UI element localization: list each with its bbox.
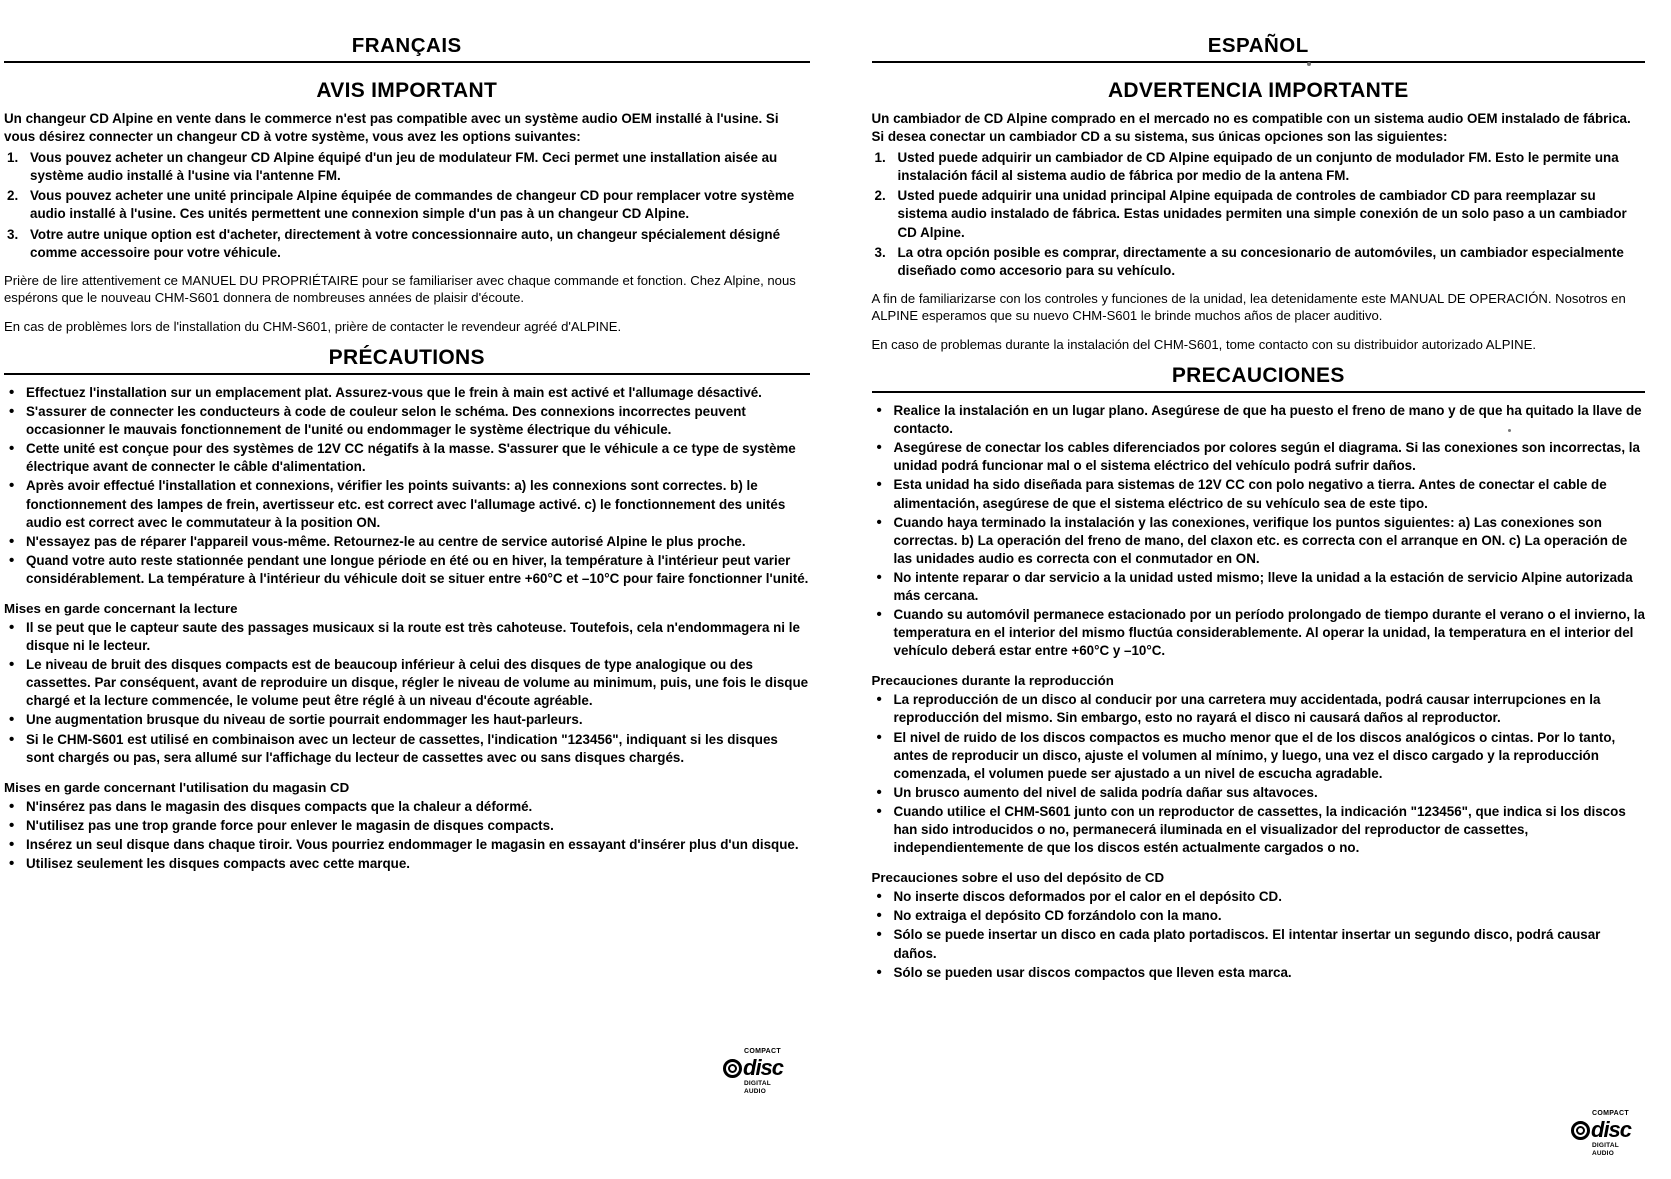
list-item-text: Esta unidad ha sido diseñada para sistemas de 12V CC con polo negativo a tierra. Antes de conectar el cable de alimentación, asegúrese de que el sistema eléctrico de su vehículo sea de este tipo. [893, 477, 1607, 511]
bullet-icon: • [9, 619, 15, 636]
compact-disc-logo-bottom-text: DIGITAL AUDIO [744, 1080, 771, 1095]
list-item-text: Sólo se puede insertar un disco en cada plato portadiscos. El intentar insertar un segundo disco, podrá causar daños. [893, 927, 1601, 961]
language-heading-french: FRANÇAIS [4, 34, 810, 63]
subhead-magazine-es: Precauciones sobre el uso del depósito de CD [871, 870, 1165, 886]
subhead-playback-fr: Mises en garde concernant la lecture [4, 601, 238, 616]
compact-disc-logo-top-text: COMPACT [744, 1048, 781, 1055]
compact-disc-logo-mark [723, 1056, 789, 1080]
list-item-text: Utilisez seulement les disques compacts avec cette marque. [26, 856, 411, 872]
list-item [872, 149, 1646, 185]
list-item [872, 402, 1646, 438]
list-item [4, 731, 810, 767]
bullet-icon: • [876, 513, 882, 531]
manual-reference-paragraph-fr: Prière de lire attentivement ce MANUEL DU PROPRIÉTAIRE pour se familiariser avec chaque commande et fonction. Chez Alpine, nous espérons que le nouveau CHM-S601 donnera de nombreuses années de plaisir d'écoute. [4, 272, 796, 306]
bullet-icon: • [9, 477, 15, 495]
bullet-icon: • [876, 888, 882, 906]
subhead-magazine-fr: Mises en garde concernant l'utilisation du magasin CD [4, 779, 350, 795]
bullet-icon: • [876, 907, 882, 925]
playback-precautions-list-fr [4, 619, 810, 767]
bullet-icon: • [876, 606, 882, 624]
scan-speck [1307, 62, 1311, 66]
compact-disc-logo-top-text: COMPACT [1592, 1110, 1629, 1117]
list-item-text: N'essayez pas de réparer l'appareil vous-même. Retournez-le au centre de service autorisé Alpine le plus proche. [26, 533, 746, 549]
list-item-text: Il se peut que le capteur saute des passages musicaux si la route est très cahoteuse. Toutefois, cela n'endommagera ni le disque ni le lecteur. [26, 620, 800, 654]
list-item-text: Cuando haya terminado la instalación y las conexiones, verifique los puntos siguientes: a) Las conexiones son correctas. b) La operación del freno de mano, del claxon etc. es correcta con el arranque en ON. c) La operación de las unidades audio es correcta con el conmutador en ON. [893, 514, 1628, 566]
subhead-playback-es: Precauciones durante la reproducción [871, 673, 1114, 689]
list-item-text: Après avoir effectué l'installation et connexions, vérifier les points suivants: a) les connexions sont correctes. b) le fonctionnement des lampes de frein, avertisseur etc. est correct avec l'allumage activé. c) le fonctionnement des unités audio est correct avec le commutateur à la position ON. [26, 478, 786, 530]
list-item-text: La otra opción posible es comprar, directamente a su concesionario de automóviles, un cambiador especialmente diseñado como accesorio para su vehículo. [897, 244, 1624, 278]
list-item-text: Vous pouvez acheter un changeur CD Alpine équipé d'un jeu de modulateur FM. Ceci permet une installation aisée au système audio installé à l'usine via l'antenne FM. [30, 150, 778, 184]
bullet-icon: • [9, 656, 15, 674]
bullet-icon: • [9, 440, 15, 458]
list-item-text: S'assurer de connecter les conducteurs à code de couleur selon le schéma. Des connexions incorrectes peuvent occasionner le mauvais fonctionnement de l'unité ou endommager le système électrique du véhicule. [26, 404, 746, 438]
list-item [4, 149, 810, 185]
list-number: 2. [7, 188, 19, 204]
scan-speck [1508, 429, 1511, 432]
list-item-text: Vous pouvez acheter une unité principale Alpine équipée de commandes de changeur CD pour remplacer votre système audio installé à l'usine. Ces unités permettent une connexion simple d'un pas à un changeur CD Alpine. [30, 188, 795, 222]
list-item [4, 187, 810, 223]
precautions-list-fr [4, 384, 810, 588]
list-item [872, 476, 1646, 512]
bullet-icon: • [876, 926, 882, 944]
bullet-icon: • [9, 711, 15, 729]
compact-disc-logo-right [1571, 1110, 1637, 1157]
list-item-text: Le niveau de bruit des disques compacts est de beaucoup inférieur à celui des disques de type analogique ou des cassettes. Par conséquent, avant de reproduire un disque, régler le niveau de volume au minimum, puis, une fois le disque chargé et la lecture commencée, le volume peut être réglé à un niveau d'écoute agréable. [26, 657, 809, 709]
list-item-text: Effectuez l'installation sur un emplacement plat. Assurez-vous que le frein à main est activé et l'allumage désactivé. [26, 384, 762, 400]
section-title-precautions-es: PRECAUCIONES [872, 364, 1646, 393]
list-item [872, 888, 1646, 906]
list-item [872, 187, 1646, 241]
list-item [4, 656, 810, 710]
list-item-text: Votre autre unique option est d'acheter, directement à votre concessionnaire auto, un changeur spécialement désigné comme accessoire pour votre véhicule. [30, 226, 781, 260]
list-item-text: N'insérez pas dans le magasin des disques compacts que la chaleur a déformé. [26, 798, 533, 814]
list-item [4, 533, 810, 551]
list-item-text: No extraiga el depósito CD forzándolo con la mano. [893, 908, 1222, 924]
bullet-icon: • [9, 797, 15, 815]
section-title-important-notice-es: ADVERTENCIA IMPORTANTE [1107, 79, 1409, 102]
magazine-precautions-list-es [872, 888, 1646, 981]
bullet-icon: • [876, 691, 882, 709]
spanish-column [836, 0, 1671, 1179]
bullet-icon: • [9, 551, 15, 569]
list-item-text: El nivel de ruido de los discos compactos es mucho menor que el de los discos analógicos o cintas. Por lo tanto, antes de reproducir un disco, ajuste el volumen al mínimo, y luego, una vez el disco cargado y la reproducción comenzada, el volumen puede ser ajustado a un nivel de escucha agradable. [893, 729, 1616, 781]
bullet-icon: • [9, 403, 15, 421]
list-number: 3. [7, 226, 19, 242]
notice-intro-fr: Un changeur CD Alpine en vente dans le commerce n'est pas compatible avec un système audio OEM installé à l'usine. Si vous désirez connecter un changeur CD à votre système, vous avez les options suivantes: [4, 111, 779, 145]
list-item [4, 619, 810, 655]
bullet-icon: • [876, 802, 882, 820]
precautions-list-es [872, 402, 1646, 660]
list-item [872, 729, 1646, 783]
bullet-icon: • [9, 816, 15, 834]
list-item [872, 803, 1646, 857]
list-item-text: Cuando utilice el CHM-S601 junto con un reproductor de cassettes, la indicación "123456", que indica si los discos han sido introducidos o no, permanecerá iluminada en el visualizador del reproductor de cassettes, independientemente de que los discos estén actualmente cargados o no. [893, 803, 1626, 856]
list-item-text: Une augmentation brusque du niveau de sortie pourrait endommager les haut-parleurs. [26, 712, 583, 728]
list-number: 2. [874, 188, 886, 204]
list-item [4, 226, 810, 262]
disc-icon [723, 1059, 742, 1078]
list-item-text: No inserte discos deformados por el calor en el depósito CD. [893, 889, 1282, 905]
bullet-icon: • [9, 730, 15, 748]
list-item [4, 798, 810, 816]
list-item-text: Usted puede adquirir una unidad principal Alpine equipada de controles de cambiador CD para reemplazar su sistema audio instalado de fábrica. Estas unidades permiten una simple conexión de un solo paso a un cambiador CD Alpine. [897, 188, 1627, 240]
section-title-precautions-fr: PRÉCAUTIONS [4, 346, 810, 375]
bullet-icon: • [876, 439, 882, 457]
list-item [4, 817, 810, 835]
compact-disc-logo-word: disc [743, 1055, 784, 1080]
list-item [872, 244, 1646, 280]
dealer-contact-paragraph-fr: En cas de problèmes lors de l'installation du CHM-S601, prière de contacter le revendeur agréé d'ALPINE. [4, 318, 622, 334]
list-item-text: Si le CHM-S601 est utilisé en combinaison avec un lecteur de cassettes, l'indication "123456", indiquant si les disques sont chargés ou pas, sera allumé sur l'affichage du lecteur de cassettes avec ou sans disques chargés. [26, 731, 778, 765]
list-number: 1. [874, 150, 886, 166]
disc-icon [1571, 1121, 1590, 1140]
list-item [872, 569, 1646, 605]
list-item [4, 711, 810, 729]
bullet-icon: • [876, 402, 882, 420]
list-item-text: Cette unité est conçue pour des systèmes de 12V CC négatifs à la masse. S'assurer que le véhicule a ce type de système électrique avant de connecter le câble d'alimentation. [26, 441, 796, 475]
list-item [872, 606, 1646, 660]
bullet-icon: • [9, 532, 15, 550]
list-item [872, 514, 1646, 568]
list-item [4, 384, 810, 402]
list-item [872, 691, 1646, 727]
magazine-precautions-list-fr [4, 798, 810, 873]
bullet-icon: • [876, 476, 882, 494]
list-item-text: Sólo se pueden usar discos compactos que lleven esta marca. [893, 964, 1292, 980]
list-item [872, 784, 1646, 802]
bullet-icon: • [9, 855, 15, 873]
compact-disc-logo-left [723, 1048, 789, 1095]
list-item-text: La reproducción de un disco al conducir por una carretera muy accidentada, podrá causar interrupciones en la reproducción del mismo. Sin embargo, esto no rayará el disco ni causará daños al reproductor. [893, 692, 1601, 726]
list-number: 1. [7, 150, 19, 166]
bullet-icon: • [876, 783, 882, 801]
bullet-icon: • [9, 383, 15, 401]
list-item-text: Un brusco aumento del nivel de salida podría dañar sus altavoces. [893, 784, 1318, 800]
list-item [872, 907, 1646, 925]
language-heading-spanish: ESPAÑOL [872, 34, 1646, 63]
section-title-important-notice-fr: AVIS IMPORTANT [316, 79, 498, 102]
bullet-icon: • [876, 728, 882, 746]
list-item [4, 855, 810, 873]
dealer-contact-paragraph-es: En caso de problemas durante la instalación del CHM-S601, tome contacto con su distribuidor autorizado ALPINE. [871, 336, 1537, 352]
compact-disc-logo-mark [1571, 1118, 1637, 1142]
list-item-text: N'utilisez pas une trop grande force pour enlever le magasin de disques compacts. [26, 817, 554, 833]
list-item [4, 403, 810, 439]
list-item [4, 552, 810, 588]
compact-disc-logo-bottom-text: DIGITAL AUDIO [1592, 1142, 1619, 1157]
list-item [4, 477, 810, 531]
list-item-text: Insérez un seul disque dans chaque tiroir. Vous pourriez endommager le magasin en essayant d'insérer plus d'un disque. [26, 836, 799, 852]
bullet-icon: • [876, 568, 882, 586]
list-item [872, 439, 1646, 475]
compact-disc-logo-word: disc [1591, 1117, 1632, 1142]
list-item-text: No intente reparar o dar servicio a la unidad usted mismo; lleve la unidad a la estación de servicio Alpine autorizada más cercana. [893, 569, 1633, 603]
notice-intro-es: Un cambiador de CD Alpine comprado en el mercado no es compatible con un sistema audio OEM instalado de fábrica. Si desea conectar un cambiador CD a su sistema, sus únicas opciones son las siguientes: [871, 111, 1631, 145]
list-item [872, 926, 1646, 962]
list-item [4, 836, 810, 854]
notice-options-list-fr [4, 149, 810, 262]
notice-options-list-es [872, 149, 1646, 280]
list-item-text: Cuando su automóvil permanece estacionado por un período prolongado de tiempo durante el verano o el invierno, la temperatura en el interior del mismo fluctúa considerablemente. Al operar la unidad, la temperatura en el interior del vehículo deberá estar entre +60°C y –10°C. [893, 607, 1645, 659]
list-item [4, 440, 810, 476]
list-item-text: Asegúrese de conectar los cables diferenciados por colores según el diagrama. Si las conexiones son incorrectas, la unidad podrá funcionar mal o el sistema eléctrico del vehículo podrá sufrir daños. [893, 440, 1640, 474]
bullet-icon: • [9, 835, 15, 853]
manual-reference-paragraph-es: A fin de familiarizarse con los controles y funciones de la unidad, lea detenidamente este MANUAL DE OPERACIÓN. Nosotros en ALPINE esperamos que su nuevo CHM-S601 le brinde muchos años de placer auditivo. [871, 290, 1626, 324]
list-item [872, 964, 1646, 982]
list-number: 3. [874, 244, 886, 260]
list-item-text: Usted puede adquirir un cambiador de CD Alpine equipado de un conjunto de modulador FM. Esto le permite una instalación fácil al sistema audio de fábrica por medio de la antena FM. [897, 150, 1619, 184]
list-item-text: Quand votre auto reste stationnée pendant une longue période en été ou en hiver, la température à l'intérieur peut varier considérablement. La température à l'intérieur du véhicule doit se situer entre +60°C et –10°C pour faire fonctionner l'unité. [26, 552, 809, 586]
playback-precautions-list-es [872, 691, 1646, 857]
bullet-icon: • [876, 963, 882, 981]
list-item-text: Realice la instalación en un lugar plano. Asegúrese de que ha puesto el freno de mano y de que ha quitado la llave de contacto. [893, 403, 1642, 437]
